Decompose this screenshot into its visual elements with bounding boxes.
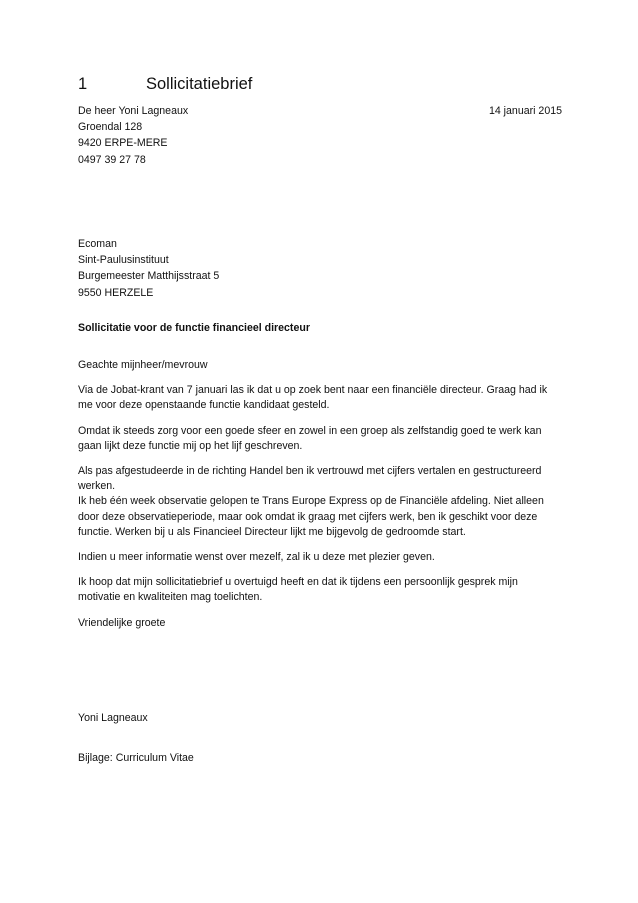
paragraph-line: Ik hoop dat mijn sollicitatiebrief u overtuigd heeft en dat ik tijdens een persoonlijk gesprek mijn [78, 576, 518, 589]
letter-date: 14 januari 2015 [488, 105, 562, 117]
recipient-street: Burgemeester Matthijsstraat 5 [78, 270, 220, 283]
paragraph-line: door deze observatieperiode, maar ook omdat ik graag met cijfers werk, ben ik geschikt voor deze [78, 510, 538, 523]
recipient-address [78, 236, 219, 301]
recipient-city: 9550 HERZELE [78, 286, 154, 299]
paragraph-1 [78, 383, 568, 413]
sender-phone: 0497 39 27 78 [78, 153, 146, 166]
letter-body [78, 358, 568, 641]
sender-name: De heer Yoni Lagneaux [78, 105, 189, 117]
salutation: Geachte mijnheer/mevrouw [78, 359, 208, 371]
paragraph-line: werken. [78, 480, 116, 493]
signature-name: Yoni Lagneaux [78, 712, 148, 724]
sender-address [78, 103, 188, 168]
recipient-company: Ecoman [78, 238, 117, 250]
heading-number: 1 [78, 75, 88, 93]
page-title: Sollicitatiebrief [146, 75, 253, 93]
paragraph-line: gaan lijkt deze functie mij op het lijf geschreven. [78, 439, 303, 452]
paragraph-5: Indien u meer informatie wenst over mezelf, zal ik u deze met plezier geven. [78, 551, 435, 564]
sender-street: Groendal 128 [78, 121, 143, 134]
paragraph-line: Omdat ik steeds zorg voor een goede sfeer en zowel in een groep als zelfstandig goed te werk kan [78, 424, 542, 437]
paragraph-line: functie. Werken bij u als Financieel Directeur lijkt me bijgevolg de gedroomde start. [78, 525, 466, 538]
paragraph-4 [78, 494, 568, 540]
closing: Vriendelijke groete [78, 616, 166, 629]
letter-subject: Sollicitatie voor de functie financieel directeur [78, 322, 310, 334]
attachment-note: Bijlage: Curriculum Vitae [78, 752, 194, 764]
paragraph-line: Via de Jobat-krant van 7 januari las ik dat u op zoek bent naar een financiële directeur. Graag had ik [78, 384, 548, 397]
paragraph-line: Ik heb één week observatie gelopen te Trans Europe Express op de Financiële afdeling. Niet alleen [78, 495, 544, 508]
paragraph-3 [78, 464, 568, 494]
paragraph-6 [78, 575, 568, 605]
paragraph-line: me voor deze openstaande functie kandidaat gesteld. [78, 399, 330, 412]
paragraph-line: motivatie en kwaliteiten mag toelichten. [78, 591, 263, 604]
sender-city: 9420 ERPE-MERE [78, 137, 168, 150]
paragraph-line: Als pas afgestudeerde in de richting Handel ben ik vertrouwd met cijfers vertalen en gestructureerd [78, 465, 542, 478]
recipient-institute: Sint-Paulusinstituut [78, 254, 169, 267]
paragraph-2 [78, 424, 568, 454]
